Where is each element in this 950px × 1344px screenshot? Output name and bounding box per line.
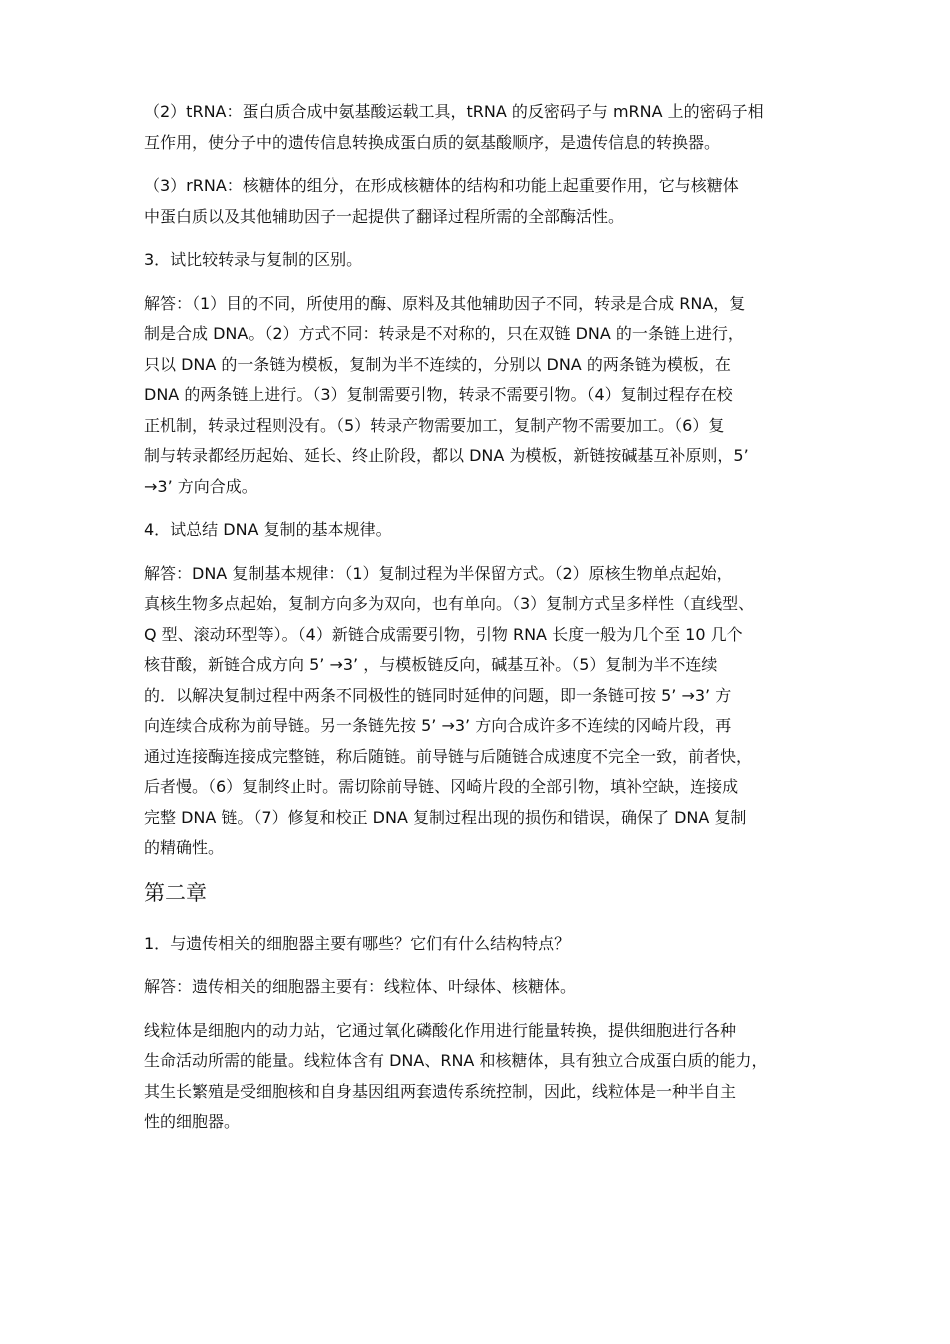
question-4: [144, 515, 814, 546]
text-line: 真核生物多点起始，复制方向多为双向，也有单向。（3）复制方式呈多样性（直线型、: [144, 594, 755, 613]
text-line: 线粒体是细胞内的动力站，它通过氧化磷酸化作用进行能量转换，提供细胞进行各种: [144, 1020, 737, 1040]
text-line: 正机制，转录过程则没有。（5）转录产物需要加工，复制产物不需要加工。（6）复: [144, 415, 725, 435]
paragraph-rrna: [144, 171, 814, 232]
paragraph-trna: [144, 97, 814, 158]
text-line: 后者慢。（6）复制终止时。需切除前导链、冈崎片段的全部引物，填补空缺，连接成: [144, 777, 739, 796]
answer-1: [144, 972, 814, 1003]
paragraph-mitochondria: [144, 1016, 814, 1138]
text-line: 通过连接酶连接成完整链，称后随链。前导链与后随链合成速度不完全一致，前者快，: [144, 746, 753, 766]
text-line: 解答：（1）目的不同，所使用的酶、原料及其他辅助因子不同，转录是合成 RNA，复: [144, 293, 746, 313]
text-line: 解答：DNA 复制基本规律：（1）复制过程为半保留方式。（2）原核生物单点起始，: [144, 563, 733, 583]
text-line: 核苷酸，新链合成方向 5’ →3’ ，与模板链反向，碱基互补。（5）复制为半不连续: [144, 655, 718, 674]
text-line: →3’ 方向合成。: [144, 476, 258, 496]
question-1: [144, 929, 814, 960]
question-3: [144, 245, 814, 276]
text-line: 的精确性。: [144, 838, 225, 857]
text-line: 生命活动所需的能量。线粒体含有 DNA、RNA 和核糖体，具有独立合成蛋白质的能力，: [144, 1051, 768, 1070]
text-line: 向连续合成称为前导链。另一条链先按 5’ →3’ 方向合成许多不连续的冈崎片段，再: [144, 716, 732, 735]
text-line: 只以 DNA 的一条链为模板，复制为半不连续的，分别以 DNA 的两条链为模板，在: [144, 354, 731, 374]
answer-3: [144, 289, 814, 503]
text-line: 中蛋白质以及其他辅助因子一起提供了翻译过程所需的全部酶活性。: [144, 206, 625, 226]
text-line: 其生长繁殖是受细胞核和自身基因组两套遗传系统控制，因此，线粒体是一种半自主: [144, 1081, 737, 1101]
text-line: 解答：遗传相关的细胞器主要有：线粒体、叶绿体、核糖体。: [144, 977, 577, 996]
text-line: 4．试总结 DNA 复制的基本规律。: [144, 520, 392, 539]
text-line: 互作用，使分子中的遗传信息转换成蛋白质的氨基酸顺序，是遗传信息的转换器。: [144, 132, 721, 152]
text-line: DNA 的两条链上进行。（3）复制需要引物，转录不需要引物。（4）复制过程存在校: [144, 385, 733, 404]
answer-4: [144, 559, 814, 864]
text-line: Q 型、滚动环型等）。（4）新链合成需要引物，引物 RNA 长度一般为几个至 10 几个: [144, 624, 743, 644]
text-line: 制与转录都经历起始、延长、终止阶段，都以 DNA 为模板，新链按碱基互补原则，5’: [144, 446, 749, 465]
text-line: （3）rRNA：核糖体的组分，在形成核糖体的结构和功能上起重要作用，它与核糖体: [144, 176, 739, 195]
text-line: 3．试比较转录与复制的区别。: [144, 250, 363, 269]
text-line: 制是合成 DNA。（2）方式不同：转录是不对称的，只在双链 DNA 的一条链上进行，: [144, 324, 744, 343]
chapter-title: 第二章: [144, 880, 207, 905]
text-line: 1．与遗传相关的细胞器主要有哪些？它们有什么结构特点？: [144, 933, 571, 953]
chapter-heading: [144, 878, 814, 908]
text-line: 完整 DNA 链。（7）修复和校正 DNA 复制过程出现的损伤和错误，确保了 DNA 复制: [144, 807, 747, 827]
document-body: [144, 97, 814, 1151]
text-line: （2）tRNA：蛋白质合成中氨基酸运载工具，tRNA 的反密码子与 mRNA 上的密码子相: [144, 102, 764, 121]
text-line: 的．以解决复制过程中两条不同极性的链同时延伸的问题，即一条链可按 5’ →3’ 方: [144, 685, 732, 705]
text-line: 性的细胞器。: [144, 1112, 241, 1131]
